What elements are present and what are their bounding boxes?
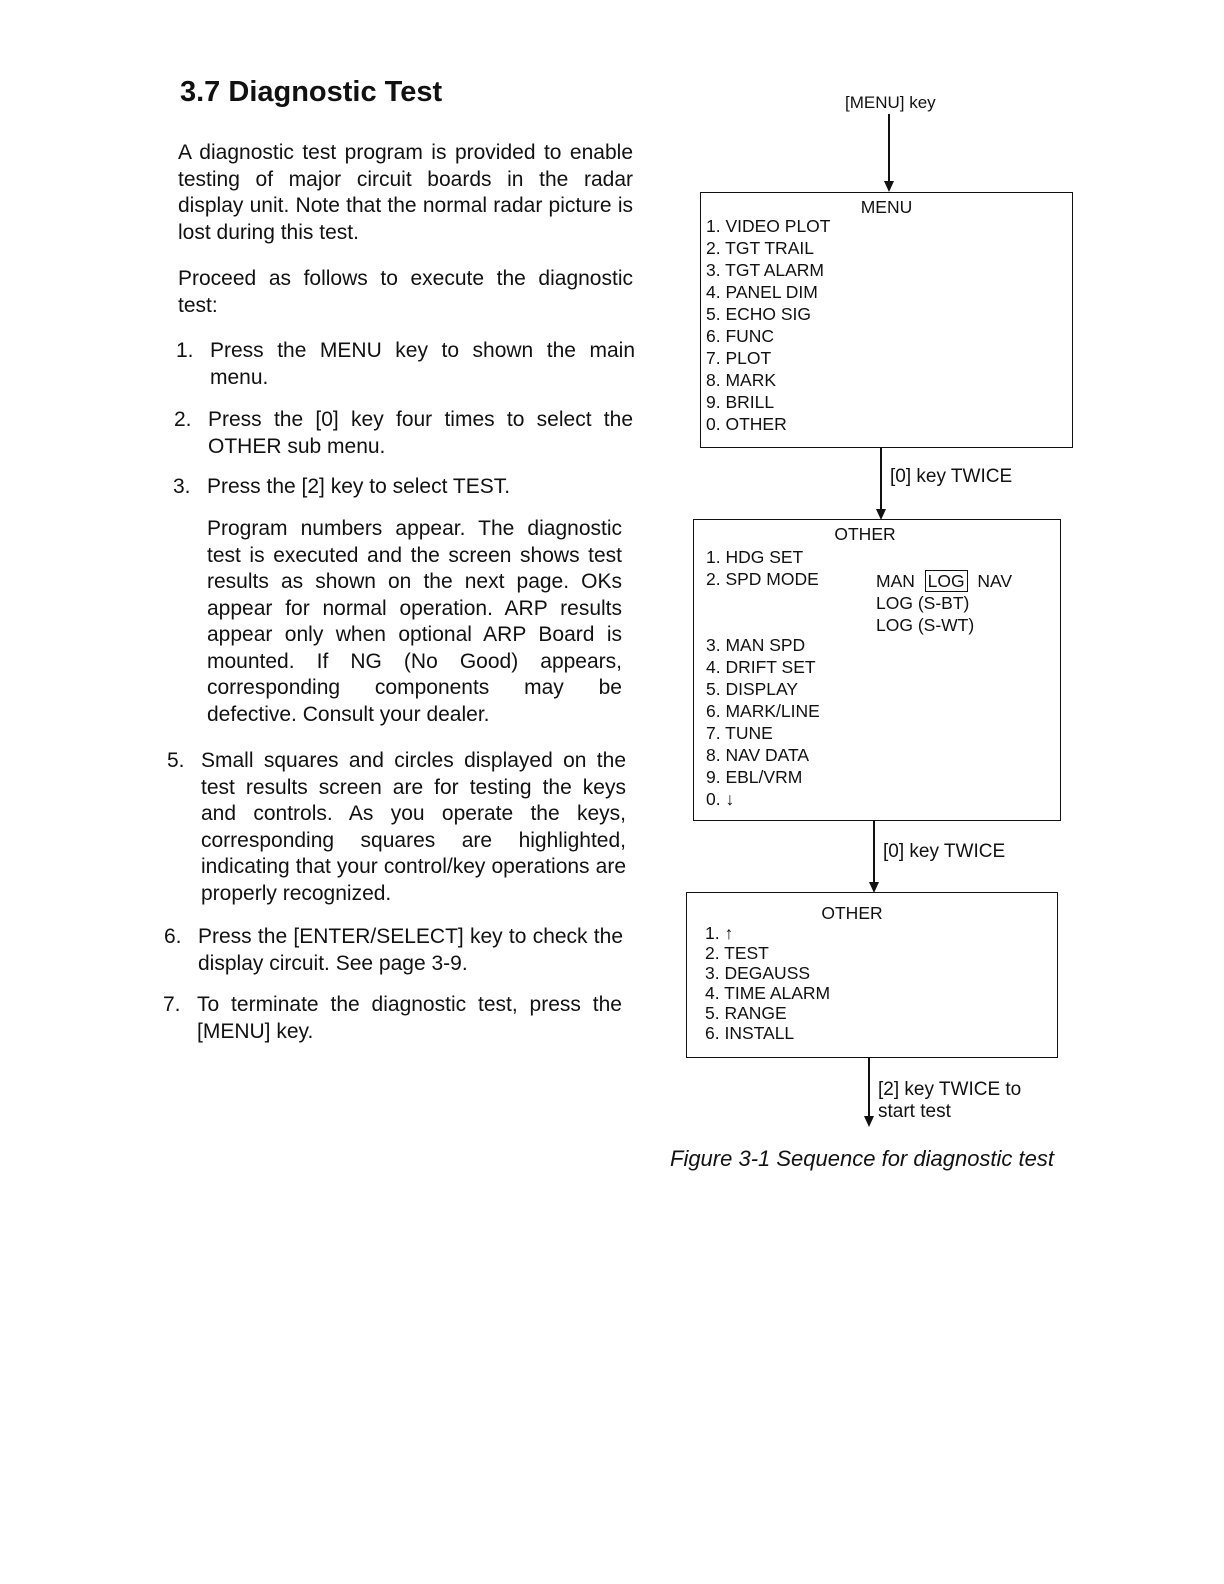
menu-item: 4. PANEL DIM <box>706 282 818 302</box>
step-text: Press the [ENTER/SELECT] key to check the display circuit. See page 3-9. <box>198 925 623 975</box>
menu-item: 5. DISPLAY <box>706 679 799 699</box>
step-number: 6. <box>164 925 182 948</box>
menu-item: 3. MAN SPD <box>706 635 806 655</box>
step-number: 5. <box>167 749 185 772</box>
menu-box <box>700 192 1073 448</box>
step-number: 7. <box>163 993 181 1016</box>
menu-item: 0. OTHER <box>706 414 787 434</box>
option-nav: NAV <box>977 571 1013 591</box>
menu-item: 1. VIDEO PLOT <box>706 216 831 236</box>
step-text: To terminate the diagnostic test, press the [MENU] key. <box>197 993 622 1043</box>
other-box-1 <box>693 519 1061 821</box>
menu-item: 7. PLOT <box>706 348 772 368</box>
menu-item: 2. SPD MODE <box>706 569 819 589</box>
arrow-line <box>888 114 890 182</box>
option-man: MAN <box>876 571 915 591</box>
step-number: 3. <box>173 475 191 498</box>
step-text: Press the [0] key four times to select the OTHER sub menu. <box>208 408 633 458</box>
menu-item: 4. TIME ALARM <box>705 983 831 1003</box>
box-title: OTHER <box>821 903 883 923</box>
menu-item: 8. NAV DATA <box>706 745 810 765</box>
box-title: OTHER <box>834 524 896 544</box>
menu-item: 4. DRIFT SET <box>706 657 816 677</box>
proceed-paragraph: Proceed as follows to execute the diagnostic test: <box>178 267 633 317</box>
step-text: Press the [2] key to select TEST. <box>207 475 511 498</box>
arrow-line <box>868 1058 870 1117</box>
arrow-down-icon <box>864 1116 874 1127</box>
menu-item: 1. ↑ <box>705 923 734 943</box>
step-number: 1. <box>176 339 194 362</box>
step-text: Program numbers appear. The diagnostic test is executed and the screen shows test results as shown on the next page. OKs appear for normal operation. ARP results appear only when optional ARP Board is mounted. If NG (No Good) appears, corresponding components may be defective. Consult your dealer. <box>207 517 622 726</box>
arrow-label-line: start test <box>878 1101 951 1122</box>
menu-items <box>705 923 830 1043</box>
box-title: MENU <box>860 197 913 217</box>
arrow-line <box>880 448 882 510</box>
menu-item: 8. MARK <box>706 370 777 390</box>
menu-item: 6. INSTALL <box>705 1023 795 1043</box>
menu-item: 6. FUNC <box>706 326 775 346</box>
menu-item: 6. MARK/LINE <box>706 701 820 721</box>
menu-item: 2. TEST <box>705 943 769 963</box>
section-title: 3.7 Diagnostic Test <box>180 76 443 108</box>
step-text: Press the MENU key to shown the main menu. <box>210 339 635 389</box>
menu-item: 9. BRILL <box>706 392 775 412</box>
option-log-bt: LOG (S-BT) <box>876 593 970 613</box>
menu-items <box>706 215 830 435</box>
arrow-down-icon <box>884 181 894 192</box>
menu-key-label: [MENU] key <box>845 93 936 112</box>
option-log-wt: LOG (S-WT) <box>876 615 975 635</box>
menu-item: 3. DEGAUSS <box>705 963 811 983</box>
intro-paragraph: A diagnostic test program is provided to enable testing of major circuit boards in the radar display unit. Note that the normal radar picture is lost during this test. <box>178 141 633 244</box>
menu-item: 9. EBL/VRM <box>706 767 803 787</box>
menu-item: 5. RANGE <box>705 1003 787 1023</box>
menu-items <box>706 546 820 810</box>
menu-item: 2. TGT TRAIL <box>706 238 814 258</box>
step-number: 2. <box>174 408 192 431</box>
arrow-label: [0] key TWICE <box>890 466 1013 487</box>
menu-item: 7. TUNE <box>706 723 773 743</box>
option-log-selected: LOG <box>925 570 968 592</box>
menu-item: 3. TGT ALARM <box>706 260 825 280</box>
menu-item: 0. ↓ <box>706 789 735 809</box>
menu-item: 5. ECHO SIG <box>706 304 812 324</box>
figure-caption: Figure 3-1 Sequence for diagnostic test <box>670 1146 1055 1171</box>
arrow-line <box>873 821 875 883</box>
arrow-label <box>878 1079 1021 1123</box>
arrow-label: [0] key TWICE <box>883 841 1006 862</box>
menu-item: 1. HDG SET <box>706 547 804 567</box>
spd-mode-options <box>876 570 1012 636</box>
arrow-label-line: [2] key TWICE to <box>878 1079 1022 1100</box>
step-text: Small squares and circles displayed on the test results screen are for testing the keys and controls. As you operate the keys, corresponding squares are highlighted, indicating that your control/key operations are properly recognized. <box>201 749 626 905</box>
other-box-2 <box>686 892 1058 1058</box>
